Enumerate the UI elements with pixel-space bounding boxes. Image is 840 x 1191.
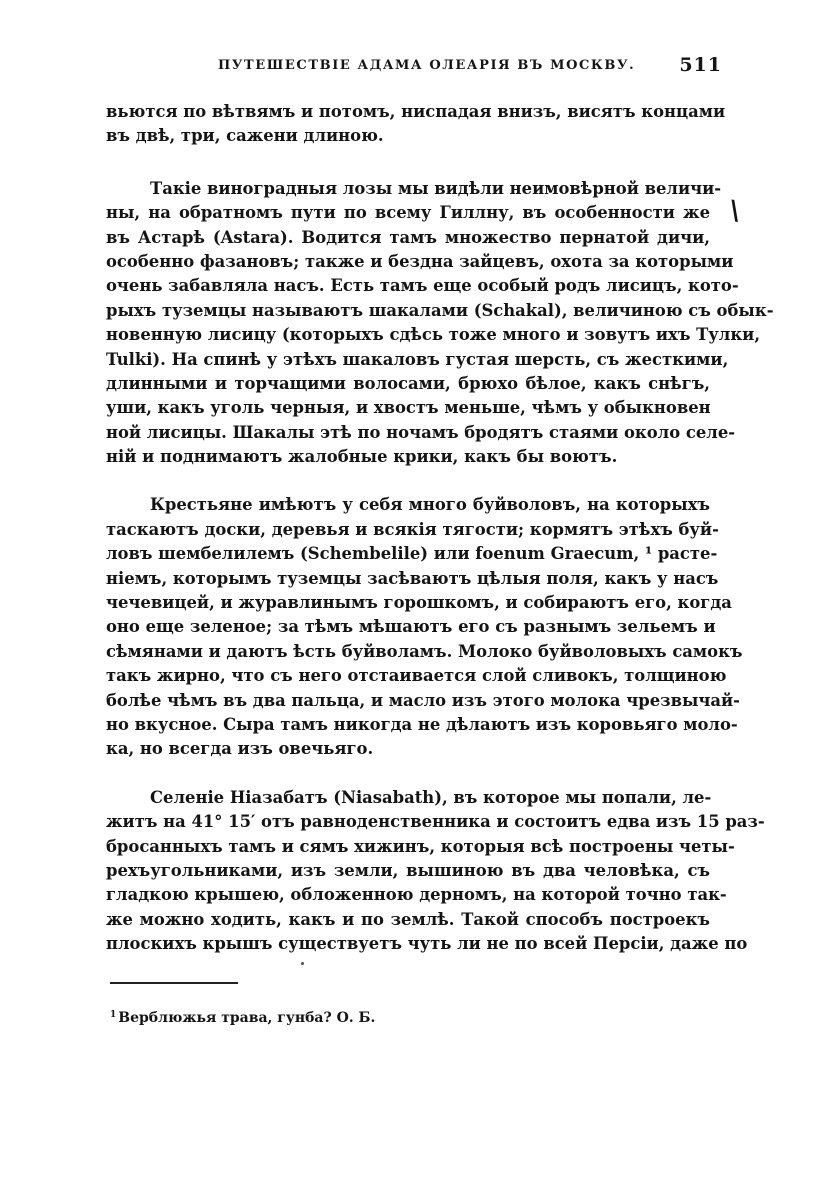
text-line: бросанныхъ тамъ и сямъ хижинъ, которыя всѣ построены четы- [106,836,735,856]
text-line: очень забавляла насъ. Есть тамъ еще особый родъ лисицъ, кото- [106,276,739,296]
paragraph-grapevines [106,177,774,470]
text-line: сѣмянами и даютъ ѣсть буйволамъ. Молоко буйволовыхъ самокъ [106,641,743,661]
text-line: ловъ шембелилемъ (Schembelile) или foenum Graecum, ¹ расте- [106,544,718,564]
margin-pencil-mark: \ [727,195,742,227]
footnote [110,1010,375,1026]
text-line: плоскихъ крышъ существуетъ чуть ли не по всей Персіи, даже по [106,934,748,954]
body-text [106,100,774,981]
text-line: гладкою крышею, обложенною дерномъ, на которой точно так- [106,885,727,905]
text-line: особенно фазановъ; также и бездна зайцевъ, охота за которыми [106,251,734,271]
print-speck [301,962,304,965]
text-line: же можно ходить, какъ и по землѣ. Такой способъ построекъ [106,909,710,929]
text-line: Крестьяне имѣютъ у себя много буйволовъ, на которыхъ [150,495,710,515]
text-line: ной лисицы. Шакалы этѣ по ночамъ бродятъ стаями около селе- [106,422,736,442]
text-line: рыхъ туземцы называютъ шакалами (Schakal), величиною съ обык- [106,300,774,320]
text-line: уши, какъ уголь черныя, и хвостъ меньше, чѣмъ у обыкновен [106,398,711,418]
paragraph-continuation [106,100,726,149]
text-line: длинными и торчащими волосами, брюхо бѣлое, какъ снѣгъ, [106,373,710,393]
text-line: новенную лисицу (которыхъ сдѣсь тоже много и зовутъ ихъ Тулки, [106,325,761,345]
text-line: въ двѣ, три, сажени длиною. [106,126,384,146]
footnote-rule [110,982,238,984]
text-line: ній и поднимаютъ жалобные крики, какъ бы воютъ. [106,447,618,467]
running-title: ПУТЕШЕСТВІЕ АДАМА ОЛЕАРІЯ ВЪ МОСКВУ. [218,58,636,73]
footnote-text: Верблюжья трава, гунба? О. Б. [118,1010,376,1026]
running-head [106,56,722,82]
paragraph-niasabath [106,786,765,957]
text-line: ны, на обратномъ пути по всему Гиллну, въ особенности же [106,203,710,223]
text-line: рехъугольниками, изъ земли, вышиною въ два человѣка, съ [106,860,710,880]
text-line: Селеніе Ніазабатъ (Niasabath), въ которое мы попали, ле- [150,787,712,807]
text-line: Такіе виноградныя лозы мы видѣли неимовѣрной величи- [150,178,722,198]
text-line: болѣе чѣмъ въ два пальца, и масло изъ этого молока чрезвычай- [106,690,740,710]
text-line: житъ на 41° 15′ отъ равноденственника и состоитъ едва изъ 15 раз- [106,812,765,832]
text-line: оно еще зеленое; за тѣмъ мѣшаютъ его съ разнымъ зельемъ и [106,617,716,637]
text-line: ніемъ, которымъ туземцы засѣваютъ цѣлыя поля, какъ у насъ [106,568,719,588]
text-line: таскаютъ доски, деревья и всякія тягости; кормятъ этѣхъ буй- [106,519,719,539]
paragraph-buffaloes [106,493,743,761]
text-line: ка, но всегда изъ овечьяго. [106,739,374,759]
text-line: Tulki). На спинѣ у этѣхъ шакаловъ густая шерсть, съ жесткими, [106,349,729,369]
text-line: такъ жирно, что съ него отстаивается слой сливокъ, толщиною [106,666,727,686]
page-number: 511 [679,54,722,76]
text-line: но вкусное. Сыра тамъ никогда не дѣлаютъ изъ коровьяго моло- [106,714,738,734]
text-line: чечевицей, и журавлинымъ горошкомъ, и собираютъ его, когда [106,593,732,613]
text-line: вьются по вѣтвямъ и потомъ, ниспадая внизъ, висятъ концами [106,102,726,121]
text-line: въ Астарѣ (Astara). Водится тамъ множество пернатой дичи, [106,227,710,247]
footnote-marker: 1 [110,1010,117,1020]
